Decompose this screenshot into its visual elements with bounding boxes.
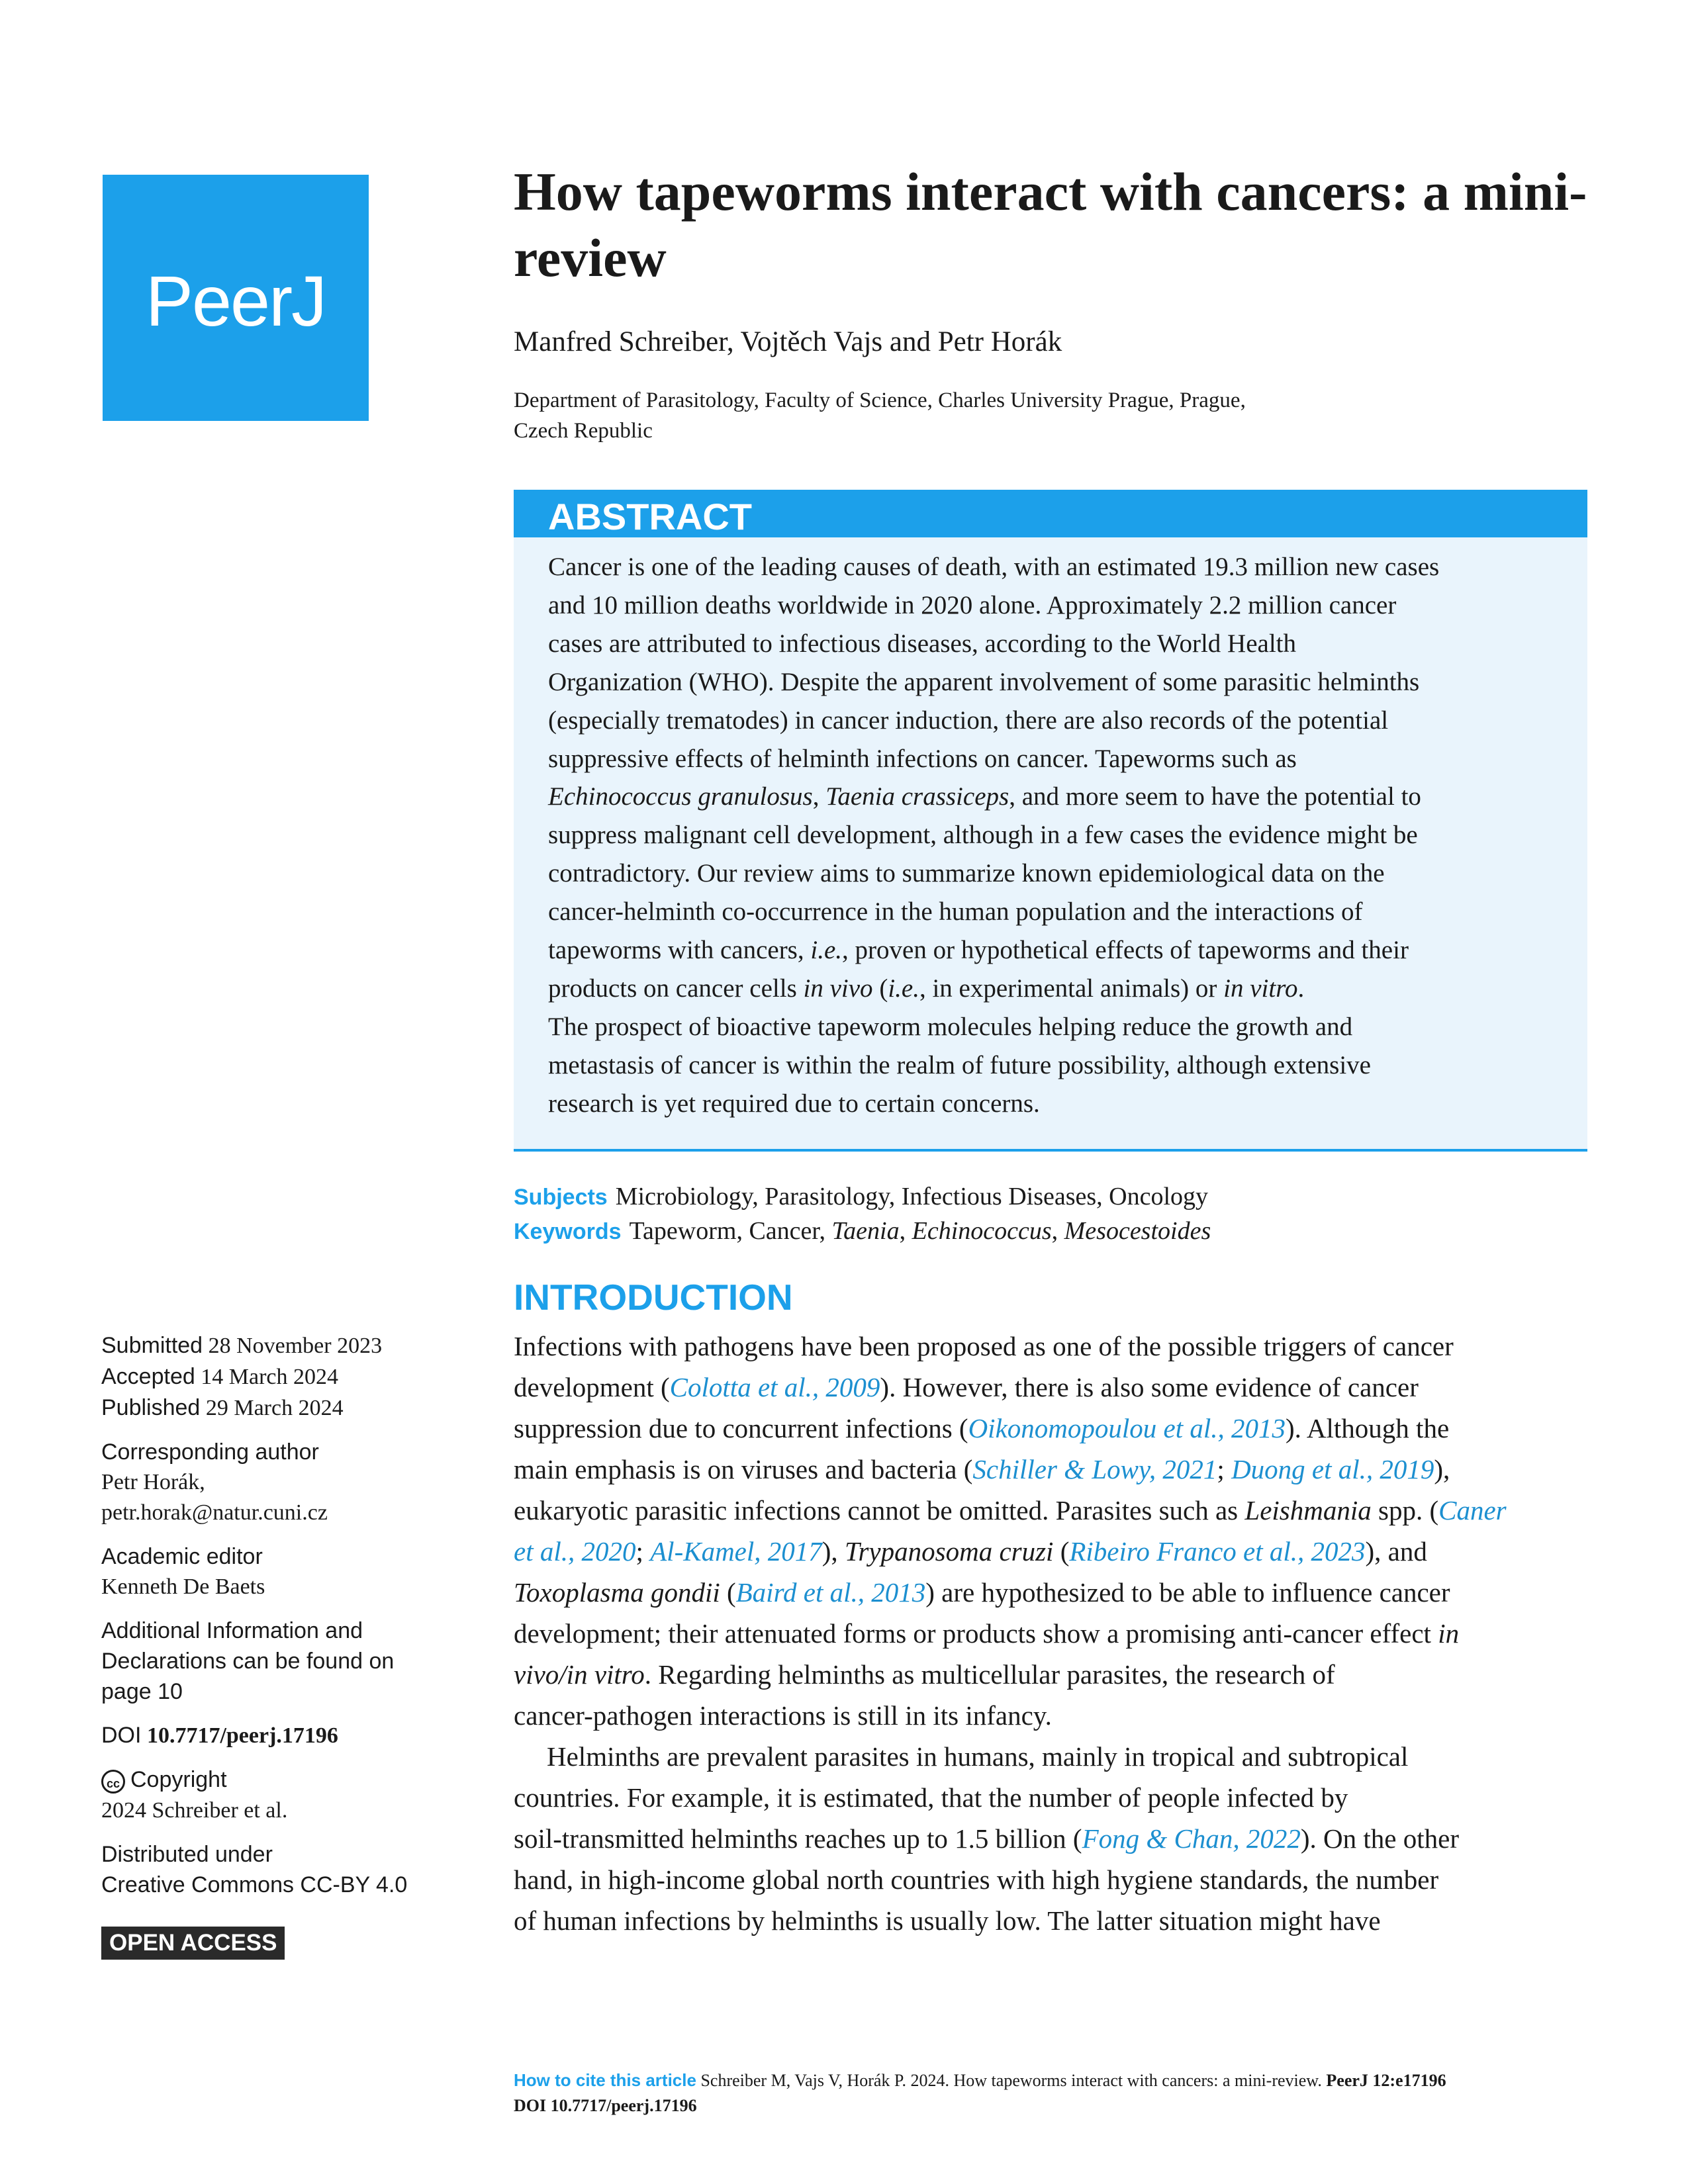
corresponding-author-email[interactable]: petr.horak@natur.cuni.cz: [101, 1500, 328, 1525]
subjects-label: Subjects: [514, 1185, 608, 1210]
copyright-holder: 2024 Schreiber et al.: [101, 1798, 288, 1823]
abstract-line: and 10 million deaths worldwide in 2020 alone. Approximately 2.2 million cancer: [548, 590, 1397, 619]
body-line: cancer-pathogen interactions is still in its infancy.: [514, 1700, 1052, 1731]
species-name: Toxoplasma gondii: [514, 1577, 720, 1608]
additional-info-line: Additional Information and: [101, 1618, 363, 1643]
text-run: , and more seem to have the potential to: [1009, 782, 1421, 811]
text-run: ). On the other: [1300, 1823, 1459, 1854]
citation-link[interactable]: Duong et al., 2019: [1231, 1454, 1434, 1484]
text-run: suppression due to concurrent infections (: [514, 1413, 968, 1443]
body-line: [514, 1531, 1599, 1572]
body-line: Infections with pathogens have been proposed as one of the possible triggers of cancer: [514, 1331, 1454, 1361]
citation-link[interactable]: Fong & Chan, 2022: [1082, 1823, 1301, 1854]
citation-link[interactable]: Oikonomopoulou et al., 2013: [968, 1413, 1286, 1443]
abstract-line: The prospect of bioactive tapeworm molecules helping reduce the growth and: [548, 1012, 1353, 1041]
journal-logo: [103, 175, 369, 421]
citation-link[interactable]: Ribeiro Franco et al., 2023: [1069, 1536, 1366, 1567]
corresponding-author-label: Corresponding author: [101, 1439, 319, 1465]
abstract-line: Organization (WHO). Despite the apparent involvement of some parasitic helminths: [548, 667, 1420, 696]
abstract-box: [514, 537, 1587, 1152]
author-list: Manfred Schreiber, Vojtěch Vajs and Petr Horák: [514, 326, 1062, 357]
citation-link[interactable]: Baird et al., 2013: [735, 1577, 926, 1608]
citation-text: Schreiber M, Vajs V, Horák P. 2024. How tapeworms interact with cancers: a mini-review.: [700, 2071, 1322, 2090]
citation-link[interactable]: Al-Kamel, 2017: [650, 1536, 822, 1567]
text-run: main emphasis is on viruses and bacteria (: [514, 1454, 973, 1484]
body-line: hand, in high-income global north countries with high hygiene standards, the number: [514, 1864, 1439, 1895]
how-to-cite-label: How to cite this article: [514, 2070, 696, 2090]
citation-link[interactable]: Caner: [1438, 1495, 1507, 1525]
submitted-date: 28 November 2023: [208, 1334, 383, 1358]
additional-info-line: page 10: [101, 1679, 183, 1704]
citation-footer: [514, 2068, 1613, 2118]
intro-body: [514, 1326, 1599, 1941]
license-line: Distributed under: [101, 1842, 273, 1867]
submitted-label: Submitted: [101, 1333, 203, 1358]
text-run: ;: [635, 1536, 651, 1567]
abstract-heading: ABSTRACT: [548, 496, 752, 537]
doi-label: DOI: [101, 1723, 142, 1748]
text-run: soil-transmitted helminths reaches up to 1.5 billion (: [514, 1823, 1082, 1854]
published-label: Published: [101, 1395, 201, 1420]
body-line: [514, 1408, 1599, 1449]
abstract-text: [548, 548, 1581, 1123]
footer-line: [514, 2093, 1613, 2118]
text-run: (: [872, 974, 888, 1003]
abstract-line: research is yet required due to certain concerns.: [548, 1089, 1040, 1118]
text-run: ,: [1051, 1217, 1064, 1245]
abstract-line: contradictory. Our review aims to summarize known epidemiological data on the: [548, 859, 1385, 888]
text-run: , in experimental animals) or: [919, 974, 1224, 1003]
body-line: Helminths are prevalent parasites in humans, mainly in tropical and subtropical: [547, 1741, 1409, 1772]
copyright-label: Copyright: [130, 1767, 227, 1792]
affiliation-line: Czech Republic: [514, 419, 653, 443]
article-title: How tapeworms interact with cancers: a mini-review: [514, 161, 1587, 288]
abstract-line: [548, 778, 1581, 816]
body-line: of human infections by helminths is usually low. The latter situation might have: [514, 1905, 1381, 1936]
abstract-line: metastasis of cancer is within the realm of future possibility, although extensive: [548, 1050, 1371, 1079]
abstract-line: cases are attributed to infectious diseases, according to the World Health: [548, 629, 1297, 658]
citation-link[interactable]: Colotta et al., 2009: [669, 1372, 880, 1402]
citation-link[interactable]: Schiller & Lowy, 2021: [972, 1454, 1217, 1484]
abstract-line: [548, 970, 1581, 1008]
additional-info-line: Declarations can be found on: [101, 1649, 395, 1674]
abstract-line: Cancer is one of the leading causes of death, with an estimated 19.3 million new cases: [548, 553, 1440, 581]
submitted-row: [101, 1330, 472, 1361]
corresponding-author-name: Petr Horák,: [101, 1470, 205, 1494]
abstract-line: suppress malignant cell development, although in a few cases the evidence might be: [548, 821, 1418, 850]
keyword: Mesocestoides: [1064, 1217, 1211, 1245]
text-run: ,: [899, 1217, 912, 1245]
text-run: ), and: [1365, 1536, 1427, 1567]
text-run: products on cancer cells: [548, 974, 804, 1003]
published-date: 29 March 2024: [205, 1396, 344, 1420]
body-line: [514, 1613, 1599, 1654]
article-sidebar: [101, 1330, 472, 1960]
footer-line: [514, 2068, 1613, 2093]
body-line: countries. For example, it is estimated, that the number of people infected by: [514, 1782, 1348, 1813]
keyword: Tapeworm, Cancer,: [629, 1217, 832, 1245]
text-run: eukaryotic parasitic infections cannot be omitted. Parasites such as: [514, 1495, 1245, 1525]
academic-editor-name: Kenneth De Baets: [101, 1574, 265, 1599]
subjects-row: [514, 1182, 1208, 1211]
academic-editor-label: Academic editor: [101, 1544, 263, 1569]
license-line[interactable]: Creative Commons CC-BY 4.0: [101, 1872, 408, 1897]
text-run: ),: [1434, 1454, 1450, 1484]
latin-term: in: [1438, 1618, 1460, 1649]
abstract-line: suppressive effects of helminth infections on cancer. Tapeworms such as: [548, 744, 1297, 773]
creative-commons-icon: cc: [101, 1770, 125, 1794]
footer-doi[interactable]: DOI 10.7717/peerj.17196: [514, 2096, 697, 2115]
text-run: ,: [812, 782, 826, 811]
accepted-label: Accepted: [101, 1364, 195, 1389]
latin-term: in vivo: [803, 974, 873, 1003]
body-line: [514, 1572, 1599, 1613]
published-row: [101, 1392, 472, 1424]
logo-text: PeerJ: [145, 261, 326, 341]
affiliation: [514, 385, 1440, 446]
text-run: ;: [1217, 1454, 1232, 1484]
body-line: [514, 1449, 1599, 1490]
text-run: (: [720, 1577, 736, 1608]
text-run: development; their attenuated forms or products show a promising anti-cancer effect: [514, 1618, 1438, 1649]
abstract-line: (especially trematodes) in cancer induction, there are also records of the potential: [548, 705, 1389, 735]
citation-link[interactable]: et al., 2020: [514, 1536, 636, 1567]
text-run: , proven or hypothetical effects of tapeworms and their: [842, 936, 1409, 965]
species-name: Echinococcus granulosus: [548, 782, 813, 811]
species-name: Leishmania: [1244, 1495, 1372, 1525]
species-name: Taenia crassiceps: [825, 782, 1009, 811]
text-run: ). However, there is also some evidence of cancer: [880, 1372, 1419, 1402]
text-run: .: [1297, 974, 1305, 1003]
open-access-badge: OPEN ACCESS: [101, 1927, 285, 1960]
journal-ref: PeerJ 12:e17196: [1326, 2071, 1446, 2090]
text-run: (: [1053, 1536, 1070, 1567]
body-line: [514, 1490, 1599, 1531]
abstract-line: cancer-helminth co-occurrence in the human population and the interactions of: [548, 897, 1363, 927]
latin-term: in vitro: [1223, 974, 1298, 1003]
latin-abbrev: i.e.: [810, 936, 843, 965]
text-run: development (: [514, 1372, 670, 1402]
accepted-row: [101, 1361, 472, 1392]
copyright-row: [101, 1764, 472, 1796]
species-name: Trypanosoma cruzi: [844, 1536, 1054, 1567]
subjects-value: Microbiology, Parasitology, Infectious Diseases, Oncology: [615, 1183, 1209, 1210]
abstract-header-bar: [514, 490, 1587, 537]
text-run: ),: [821, 1536, 845, 1567]
keywords-row: [514, 1216, 1211, 1246]
text-run: tapeworms with cancers,: [548, 936, 811, 965]
doi-value[interactable]: 10.7717/peerj.17196: [146, 1723, 338, 1748]
keywords-label: Keywords: [514, 1219, 622, 1244]
abstract-line: [548, 931, 1581, 970]
body-line: [514, 1367, 1599, 1408]
affiliation-line: Department of Parasitology, Faculty of Science, Charles University Prague, Prague,: [514, 388, 1246, 412]
section-heading: INTRODUCTION: [514, 1277, 793, 1318]
text-run: ). Although the: [1286, 1413, 1450, 1443]
body-line: [514, 1818, 1599, 1859]
latin-term: vivo/in vitro: [514, 1659, 645, 1690]
keyword: Taenia: [831, 1217, 900, 1245]
doi-row: [101, 1720, 472, 1751]
text-run: ) are hypothesized to be able to influence cancer: [925, 1577, 1450, 1608]
text-run: . Regarding helminths as multicellular parasites, the research of: [644, 1659, 1335, 1690]
accepted-date: 14 March 2024: [201, 1365, 339, 1389]
latin-abbrev: i.e.: [888, 974, 919, 1003]
text-run: spp. (: [1371, 1495, 1439, 1525]
keyword: Echinococcus: [912, 1217, 1052, 1245]
body-line: [514, 1654, 1599, 1695]
